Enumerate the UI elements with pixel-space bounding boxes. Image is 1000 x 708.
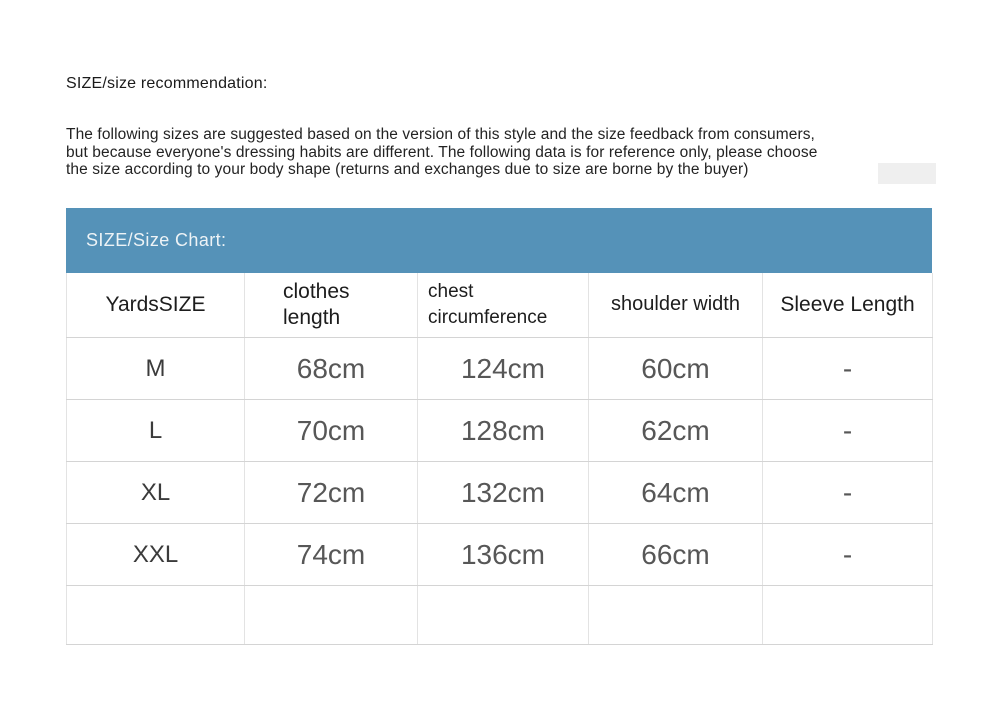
chest-cell: 124cm [418, 338, 589, 400]
table-row [67, 524, 933, 586]
empty-cell [418, 586, 589, 645]
shoulder-cell: 62cm [589, 400, 763, 462]
clothes-length-cell: 74cm [245, 524, 418, 586]
size-chart-title-bar [66, 208, 932, 273]
description-line: the size according to your body shape (returns and exchanges due to size are borne by the buyer) [66, 161, 749, 178]
shoulder-cell: 66cm [589, 524, 763, 586]
header-label: YardsSIZE [105, 292, 206, 316]
recommendation-heading: SIZE/size recommendation: [66, 75, 268, 92]
shoulder-cell: 64cm [589, 462, 763, 524]
header-sleeve-length [763, 273, 933, 338]
clothes-length-cell: 72cm [245, 462, 418, 524]
sleeve-cell: - [763, 338, 933, 400]
header-clothes-length [245, 273, 418, 338]
size-cell: M [67, 338, 245, 400]
size-chart-title: SIZE/Size Chart: [86, 229, 227, 250]
shoulder-cell: 60cm [589, 338, 763, 400]
size-cell: L [67, 400, 245, 462]
table-row-empty [67, 586, 933, 645]
header-label: shoulder width [611, 293, 740, 316]
clothes-length-cell: 68cm [245, 338, 418, 400]
clothes-length-cell: 70cm [245, 400, 418, 462]
header-row [67, 273, 933, 338]
size-description [66, 126, 932, 179]
empty-cell [763, 586, 933, 645]
header-label: chest circumference [428, 280, 548, 328]
size-chart-table [66, 273, 933, 646]
sleeve-cell: - [763, 462, 933, 524]
empty-cell [67, 586, 245, 645]
sleeve-cell: - [763, 400, 933, 462]
description-line: The following sizes are suggested based on the version of this style and the size feedback from consumers, [66, 126, 815, 143]
chest-cell: 132cm [418, 462, 589, 524]
header-label: Sleeve Length [780, 292, 915, 316]
size-info-page [66, 0, 932, 645]
header-chest-circumference [418, 273, 589, 338]
table-row [67, 400, 933, 462]
header-shoulder-width [589, 273, 763, 338]
table-row [67, 462, 933, 524]
size-cell: XL [67, 462, 245, 524]
table-row [67, 338, 933, 400]
chest-cell: 128cm [418, 400, 589, 462]
description-line: but because everyone's dressing habits are different. The following data is for reference only, please choose [66, 143, 818, 161]
size-cell: XXL [67, 524, 245, 586]
chest-cell: 136cm [418, 524, 589, 586]
empty-cell [589, 586, 763, 645]
sleeve-cell: - [763, 524, 933, 586]
header-yards-size [67, 273, 245, 338]
header-label: clothes length [283, 279, 350, 329]
empty-cell [245, 586, 418, 645]
